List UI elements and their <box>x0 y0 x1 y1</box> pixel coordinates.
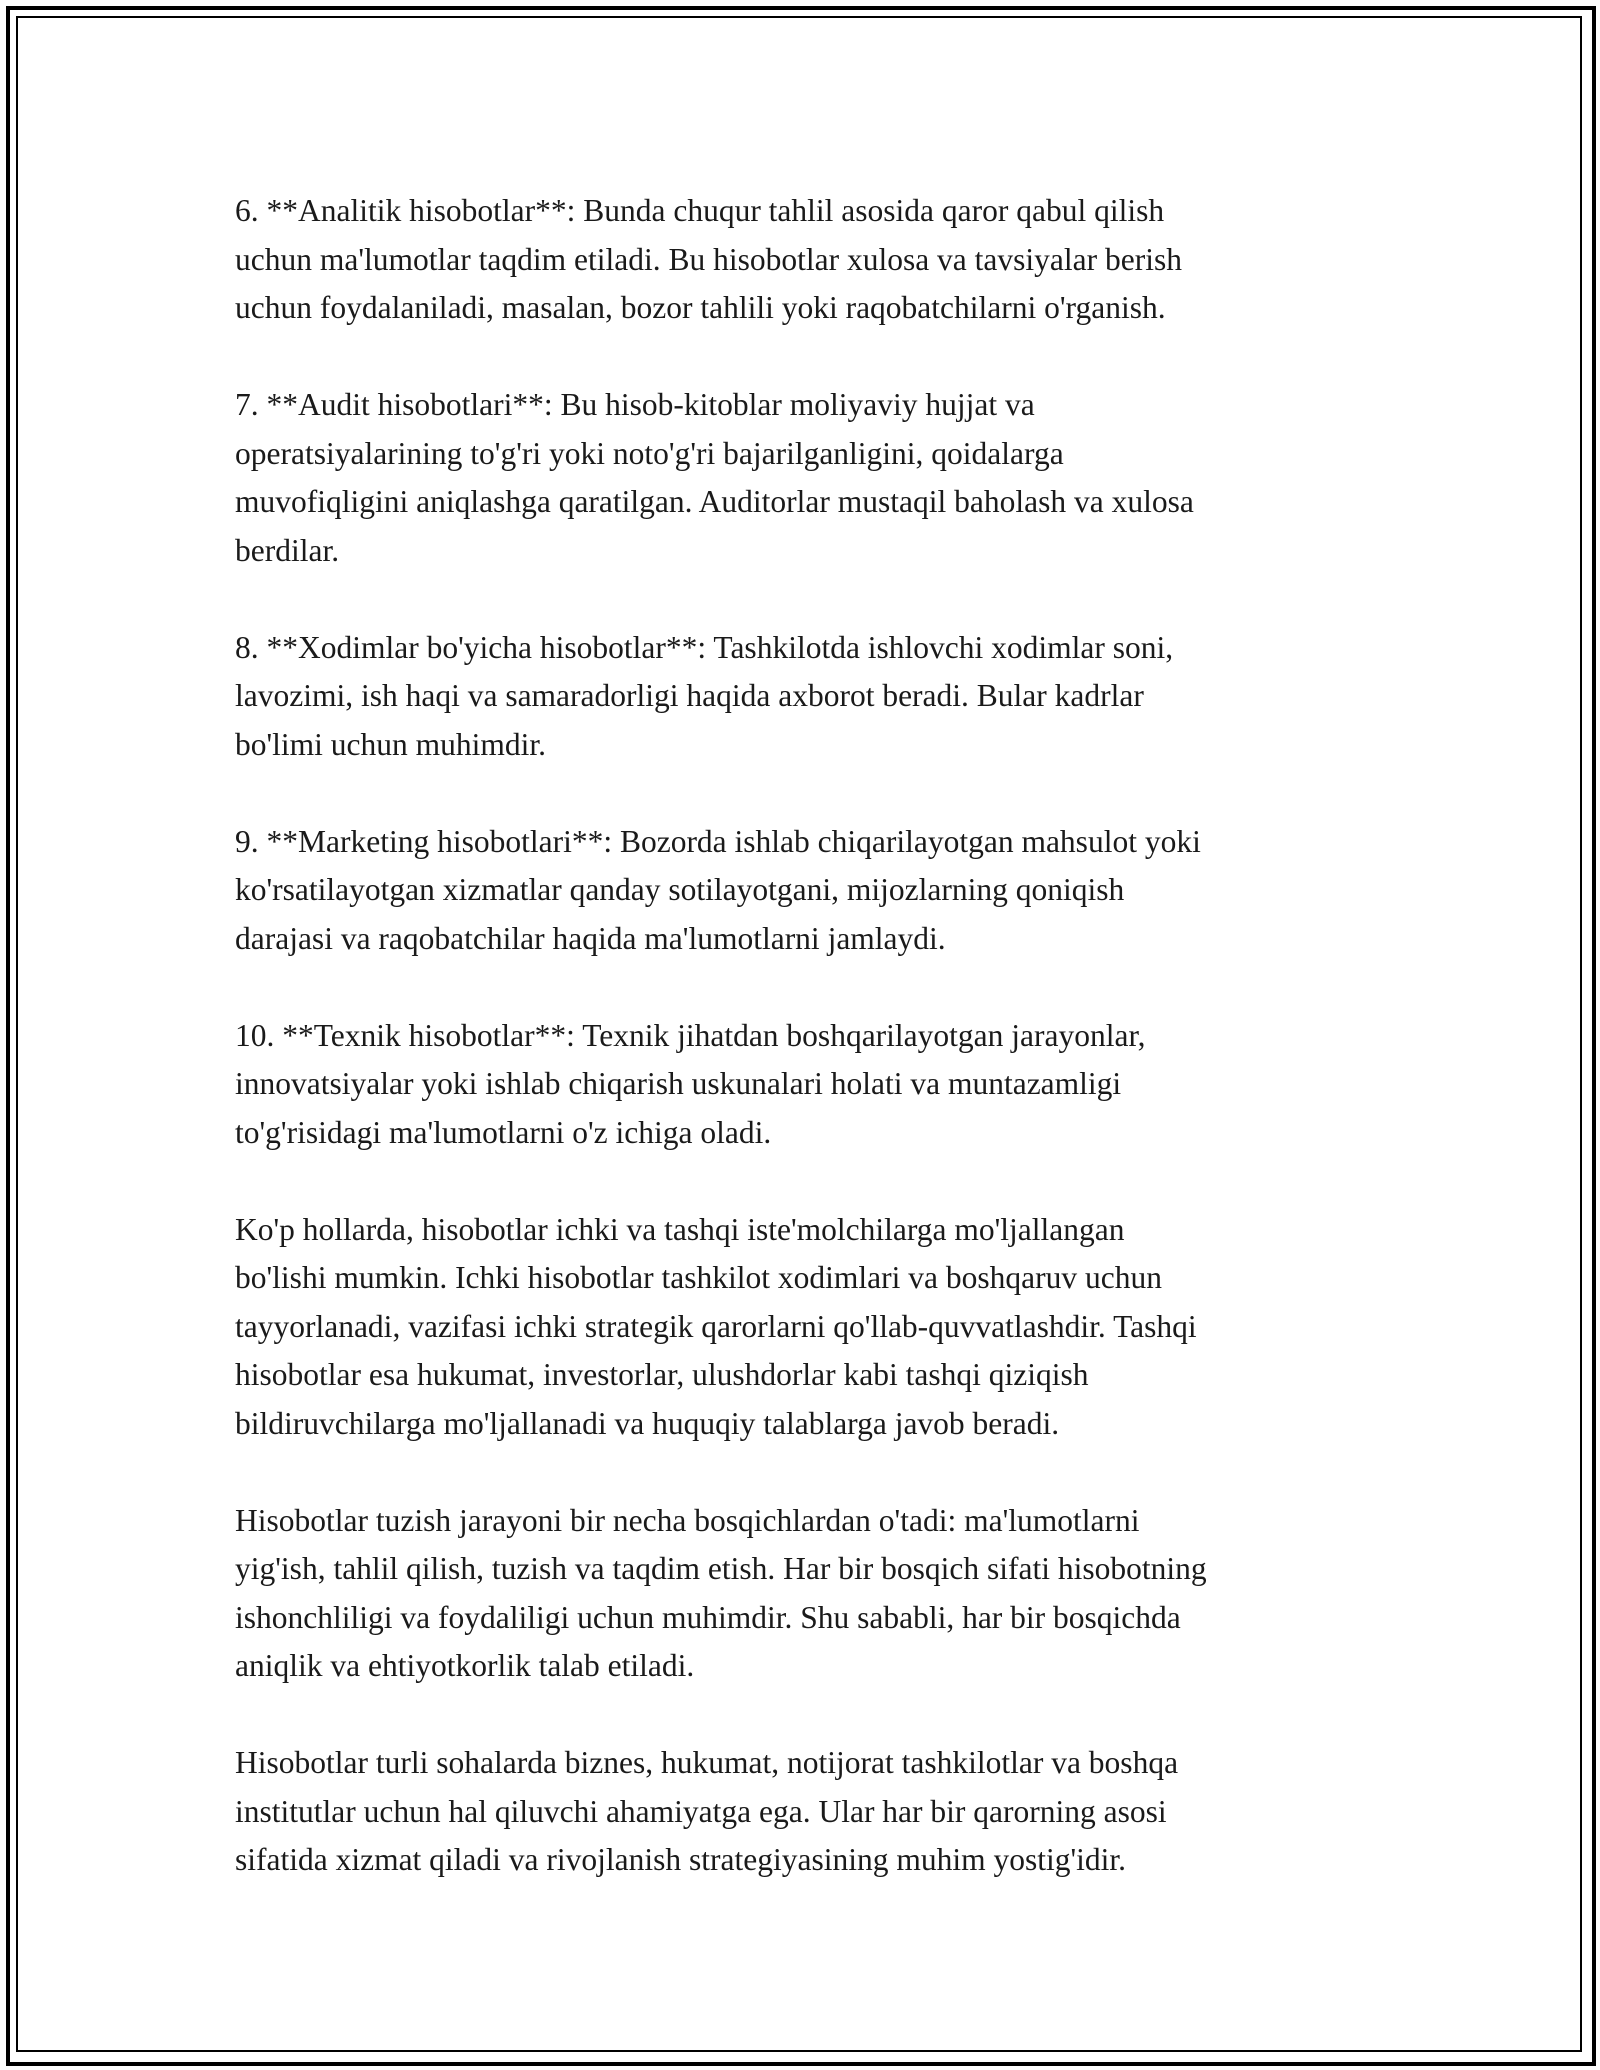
document-body <box>235 187 1405 1885</box>
paragraph-conclusion: Hisobotlar turli sohalarda biznes, hukumat, notijorat tashkilotlar va boshqa institutlar uchun hal qiluvchi ahamiyatga ega. Ular har bir qarorning asosi sifatida xizmat qiladi va rivojlanish strategiyasining muhim yostig'idir. <box>235 1745 1179 1877</box>
paragraph-analytic-reports: 6. **Analitik hisobotlar**: Bunda chuqur tahlil asosida qaror qabul qilish uchun ma'lumotlar taqdim etiladi. Bu hisobotlar xulosa va tavsiyalar berish uchun foydalaniladi, masalan, bozor tahlili yoki raqobatchilarni o'rganish. <box>235 193 1182 325</box>
paragraph-audit-reports: 7. **Audit hisobotlari**: Bu hisob-kitoblar moliyaviy hujjat va operatsiyalarining to'g'ri yoki noto'g'ri bajarilganligini, qoidalarga muvofiqligini aniqlashga qaratilgan. Auditorlar mustaqil baholash va xulosa berdilar. <box>235 387 1194 568</box>
paragraph-staff-reports: 8. **Xodimlar bo'yicha hisobotlar**: Tashkilotda ishlovchi xodimlar soni, lavozimi, ish haqi va samaradorligi haqida axborot beradi. Bular kadrlar bo'limi uchun muhimdir. <box>235 629 1174 762</box>
paragraph-process-stages: Hisobotlar tuzish jarayoni bir necha bosqichlardan o'tadi: ma'lumotlarni yig'ish, tahlil qilish, tuzish va taqdim etish. Har bir bosqich sifati hisobotning ishonchliligi va foydaliligi uchun muhimdir. Shu sababli, har bir bosqichda aniqlik va ehtiyotkorlik talab etiladi. <box>235 1502 1207 1683</box>
paragraph-marketing-reports: 9. **Marketing hisobotlari**: Bozorda ishlab chiqarilayotgan mahsulot yoki ko'rsatilayotgan xizmatlar qanday sotilayotgani, mijozlarning qoniqish darajasi va raqobatchilar haqida ma'lumotlarni jamlaydi. <box>235 823 1201 956</box>
paragraph-internal-external: Ko'p hollarda, hisobotlar ichki va tashqi iste'molchilarga mo'ljallangan bo'lishi mumkin. Ichki hisobotlar tashkilot xodimlari va boshqaruv uchun tayyorlanadi, vazifasi ichki strategik qarorlarni qo'llab-quvvatlashdir. Tashqi hisobotlar esa hukumat, investorlar, ulushdorlar kabi tashqi qiziqish bildiruvchilarga mo'ljallanadi va huquqiy talablarga javob beradi. <box>235 1211 1197 1441</box>
paragraph-technical-reports: 10. **Texnik hisobotlar**: Texnik jihatdan boshqarilayotgan jarayonlar, innovatsiyalar yoki ishlab chiqarish uskunalari holati va muntazamligi to'g'risidagi ma'lumotlarni o'z ichiga oladi. <box>235 1017 1146 1150</box>
